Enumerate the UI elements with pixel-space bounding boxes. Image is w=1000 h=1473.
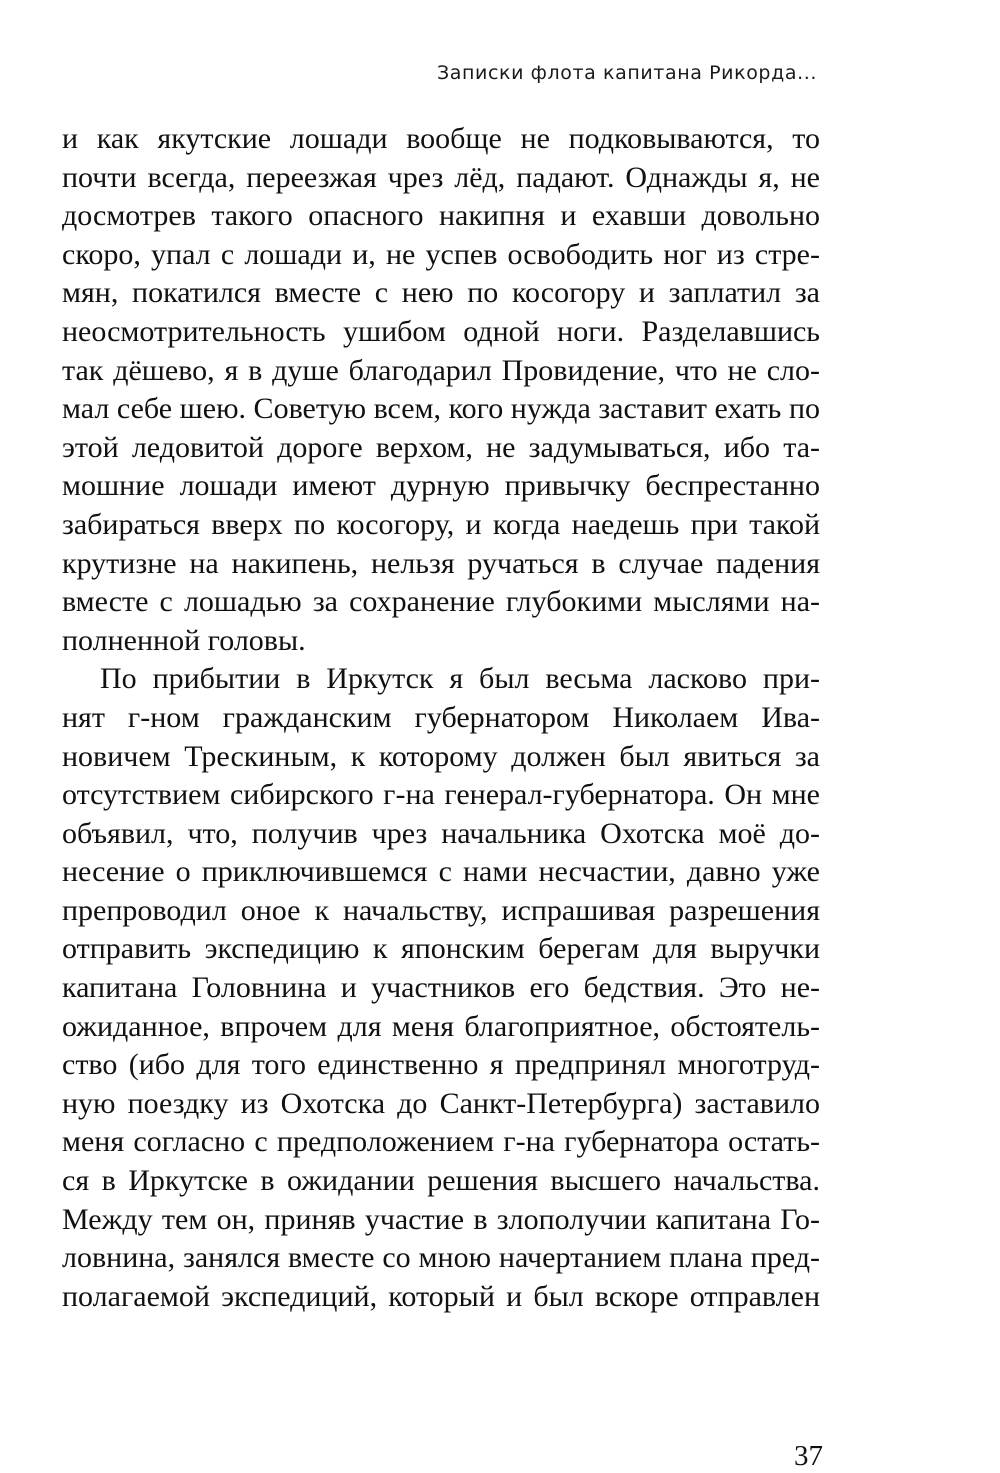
text-line: этой ледовитой дороге верхом, не задумываться, ибо та-	[62, 430, 820, 464]
text-line: неосмотрительность ушибом одной ноги. Разделавшись	[62, 314, 820, 348]
text-line: несение о приключившемся с нами несчастии, давно уже	[62, 855, 820, 889]
paragraph-2	[62, 660, 820, 1316]
text-line: отправить экспедицию к японским берегам для выручки	[62, 932, 820, 966]
text-line: мян, покатился вместе с нею по косогору и заплатил за	[62, 276, 820, 310]
text-line: препроводил оное к начальству, испрашивая разрешения	[62, 893, 820, 927]
text-line: отсутствием сибирского г-на генерал-губернатора. Он мне	[62, 778, 820, 812]
text-line: Между тем он, приняв участие в злополучии капитана Го-	[62, 1202, 820, 1236]
text-line: ство (ибо для того единственно я предпринял многотруд-	[62, 1048, 820, 1082]
text-line: По прибытии в Иркутск я был весьма ласково при-	[100, 662, 820, 696]
text-line: капитана Головнина и участников его бедствия. Это не-	[62, 971, 820, 1005]
text-line: ловнина, занялся вместе со мною начертанием плана пред-	[62, 1241, 820, 1275]
text-line: так дёшево, я в душе благодарил Провидение, что не сло-	[62, 353, 820, 387]
body-text	[62, 120, 820, 1316]
text-line: ся в Иркутске в ожидании решения высшего начальства.	[62, 1164, 820, 1198]
text-line: мошние лошади имеют дурную привычку беспрестанно	[62, 469, 820, 503]
text-line: ожиданное, впрочем для меня благоприятное, обстоятель-	[62, 1009, 820, 1043]
text-line: вместе с лошадью за сохранение глубокими мыслями на-	[62, 585, 820, 619]
text-line: и как якутские лошади вообще не подковываются, то	[62, 122, 820, 155]
text-line: полненной головы.	[62, 623, 306, 657]
paragraph-1	[62, 120, 820, 660]
text-line: крутизне на накипень, нельзя ручаться в случае падения	[62, 546, 820, 580]
text-line: полагаемой экспедиций, который и был вскоре отправлен	[62, 1279, 820, 1313]
text-line: досмотрев такого опасного накипня и ехавши довольно	[62, 199, 820, 233]
text-line: мал себе шею. Советую всем, кого нужда заставит ехать по	[62, 392, 820, 426]
text-line: ную поездку из Охотска до Санкт-Петербурга) заставило	[62, 1086, 820, 1120]
text-line: нят г-ном гражданским губернатором Николаем Ива-	[62, 700, 820, 734]
text-line: почти всегда, переезжая чрез лёд, падают. Однажды я, не	[62, 160, 820, 194]
page-number: 37	[794, 1440, 823, 1472]
running-head: Записки флота капитана Рикорда...	[436, 62, 817, 84]
text-line: скоро, упал с лошади и, не успев освободить ног из стре-	[62, 237, 820, 271]
text-line: меня согласно с предположением г-на губернатора остать-	[62, 1125, 820, 1159]
text-line: забираться вверх по косогору, и когда наедешь при такой	[62, 507, 820, 541]
text-line: новичем Трескиным, к которому должен был явиться за	[62, 739, 820, 773]
text-line: объявил, что, получив чрез начальника Охотска моё до-	[62, 816, 820, 850]
